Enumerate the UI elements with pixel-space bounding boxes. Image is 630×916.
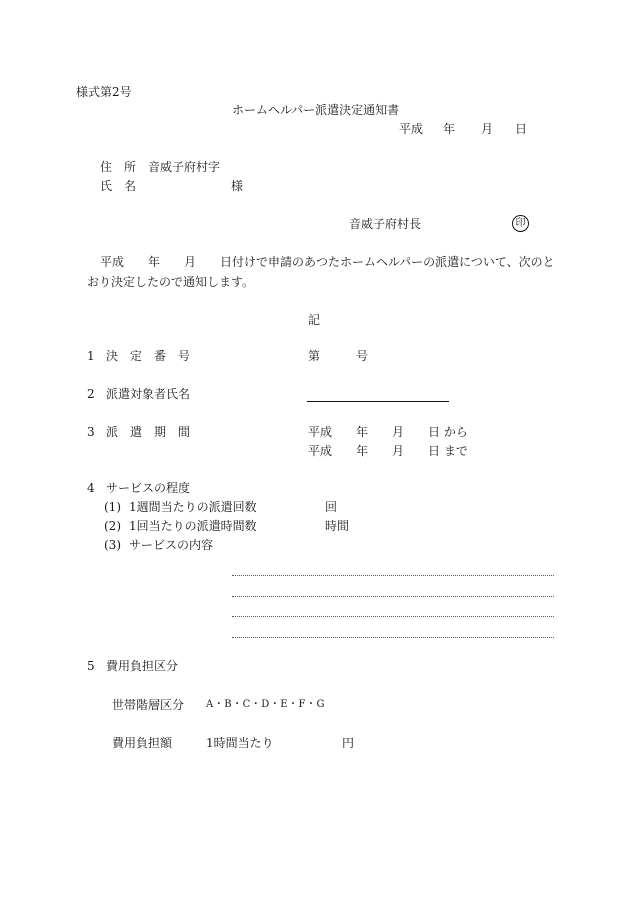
date-month: 月 <box>481 122 494 136</box>
item-label: 派遣対象者氏名 <box>106 387 191 401</box>
item-label: 費用負担区分 <box>106 659 179 673</box>
service-content-line <box>232 596 554 597</box>
seal-mark: 印 <box>512 215 529 232</box>
target-name-underline <box>307 401 449 402</box>
service-content-line <box>232 616 554 617</box>
service-content-line <box>232 637 554 638</box>
name-label: 氏 名 <box>100 179 137 193</box>
item-number: 5 <box>87 659 95 673</box>
honorific: 様 <box>231 179 244 193</box>
address-value: 音威子府村字 <box>148 160 221 174</box>
decision-number-value: 第 号 <box>308 349 369 363</box>
cost-unit: 円 <box>342 736 355 750</box>
sub-item-number: (2) <box>104 519 121 533</box>
item-label: 決 定 番 号 <box>106 349 191 363</box>
document-title: ホームヘルパー派遣決定通知書 <box>232 103 400 117</box>
period-to: 平成 年 月 日 まで <box>308 444 468 458</box>
date-year: 年 <box>443 122 456 136</box>
form-number: 様式第2号 <box>76 85 132 99</box>
item-label: サービスの程度 <box>106 481 191 495</box>
hours-per-visit-label: 1回当たりの派遣時間数 <box>129 519 257 533</box>
household-bracket-options: A・B・C・D・E・F・G <box>206 699 325 710</box>
issuer-name: 音威子府村長 <box>349 217 422 231</box>
period-from: 平成 年 月 日 から <box>308 425 468 439</box>
cost-amount-label: 費用負担額 <box>112 736 173 750</box>
date-era: 平成 <box>399 122 424 136</box>
address-label: 住 所 <box>100 160 137 174</box>
item-number: 3 <box>87 425 95 439</box>
weekly-visits-unit: 回 <box>325 500 338 514</box>
body-line-2: おり決定したので通知します。 <box>87 275 255 289</box>
body-line-1: 平成 年 月 日付けで申請のあつたホームヘルパーの派遣について、次のと <box>100 255 555 269</box>
item-number: 2 <box>87 387 95 401</box>
date-day: 日 <box>515 122 528 136</box>
item-number: 4 <box>87 481 95 495</box>
sub-item-number: (1) <box>104 500 121 514</box>
weekly-visits-label: 1週間当たりの派遣回数 <box>129 500 257 514</box>
item-number: 1 <box>87 349 95 363</box>
service-content-line <box>232 575 554 576</box>
service-content-label: サービスの内容 <box>129 538 214 552</box>
household-bracket-label: 世帯階層区分 <box>112 698 185 712</box>
sub-item-number: (3) <box>104 538 121 552</box>
item-label: 派 遣 期 間 <box>106 425 191 439</box>
cost-per-hour-label: 1時間当たり <box>206 736 274 750</box>
hours-per-visit-unit: 時間 <box>325 519 350 533</box>
ki-heading: 記 <box>308 313 321 327</box>
